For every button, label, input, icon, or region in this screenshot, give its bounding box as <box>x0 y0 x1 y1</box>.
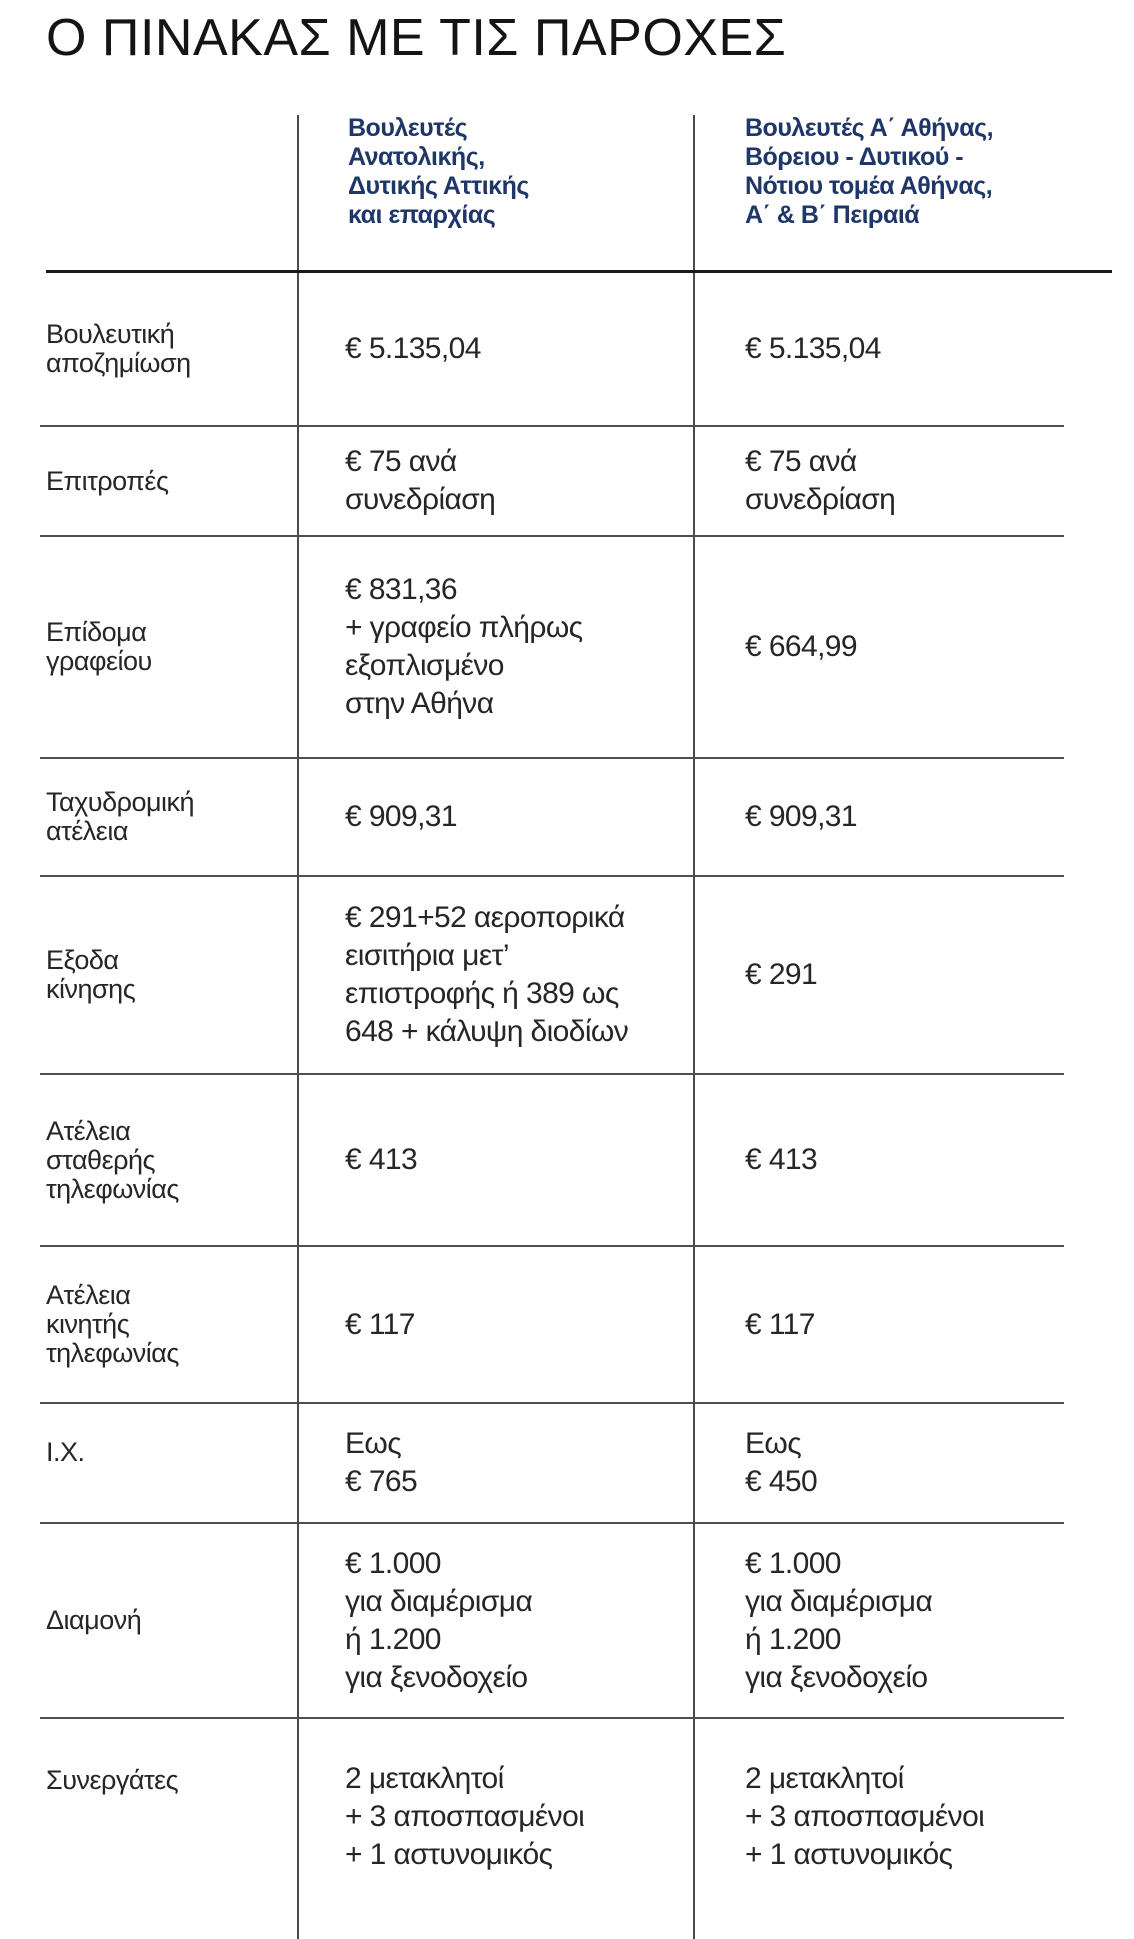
table-cell: € 5.135,04 <box>745 332 881 365</box>
table-cell: € 291+52 αεροπορικά εισιτήρια μετ’ επιστροφής ή 389 ως 648 + κάλυψη διοδίων <box>345 901 629 1048</box>
table-cell: € 5.135,04 <box>345 332 481 365</box>
table-cell: € 909,31 <box>345 800 457 833</box>
table-cell: Εως € 450 <box>745 1427 818 1498</box>
row-label: Ατέλεια κινητής τηλεφωνίας <box>46 1280 179 1368</box>
column-header-east-west-attica: Βουλευτές Ανατολικής, Δυτικής Αττικής και επαρχίας <box>348 114 529 229</box>
table-cell: € 664,99 <box>745 630 857 663</box>
row-label: Επιτροπές <box>46 465 169 496</box>
table-cell: € 831,36 + γραφείο πλήρως εξοπλισμένο στην Αθήνα <box>345 573 583 720</box>
table-cell: € 413 <box>345 1143 418 1176</box>
row-label: Συνεργάτες <box>46 1764 179 1795</box>
table-cell: € 291 <box>745 958 818 991</box>
column-divider <box>297 115 299 1939</box>
row-label: Διαμονή <box>46 1605 142 1635</box>
page-title: Ο ΠΙΝΑΚΑΣ ΜΕ ΤΙΣ ΠΑΡΟΧΕΣ <box>46 9 787 67</box>
row-label: Ταχυδρομική ατέλεια <box>46 787 195 846</box>
row-label: Ι.Χ. <box>46 1437 85 1467</box>
table-cell: € 413 <box>745 1143 818 1176</box>
table-cell: € 1.000 για διαμέρισμα ή 1.200 για ξενοδοχείο <box>745 1546 933 1694</box>
row-divider <box>40 1717 1064 1719</box>
table-cell: 2 μετακλητοί + 3 αποσπασμένοι + 1 αστυνομικός <box>345 1762 585 1871</box>
row-label: Ατέλεια σταθερής τηλεφωνίας <box>46 1115 179 1204</box>
table-cell: € 75 ανά συνεδρίαση <box>345 445 496 516</box>
table-cell: € 117 <box>745 1307 815 1341</box>
row-label: Επίδομα γραφείου <box>46 617 152 676</box>
table-cell: Εως € 765 <box>345 1427 418 1498</box>
column-header-athens-piraeus: Βουλευτές Α΄ Αθήνας, Βόρειου - Δυτικού - Νότιου τομέα Αθήνας, Α΄ & Β΄ Πειραιά <box>745 114 994 229</box>
table-cell: € 117 <box>345 1307 415 1341</box>
table-cell: 2 μετακλητοί + 3 αποσπασμένοι + 1 αστυνομικός <box>745 1762 985 1871</box>
table-cell: € 1.000 για διαμέρισμα ή 1.200 για ξενοδοχείο <box>345 1546 533 1694</box>
row-label: Βουλευτική αποζημίωση <box>46 319 191 378</box>
row-label: Εξοδα κίνησης <box>46 945 136 1004</box>
column-divider <box>693 115 695 1939</box>
table-cell: € 909,31 <box>745 800 857 833</box>
table-cell: € 75 ανά συνεδρίαση <box>745 445 896 516</box>
